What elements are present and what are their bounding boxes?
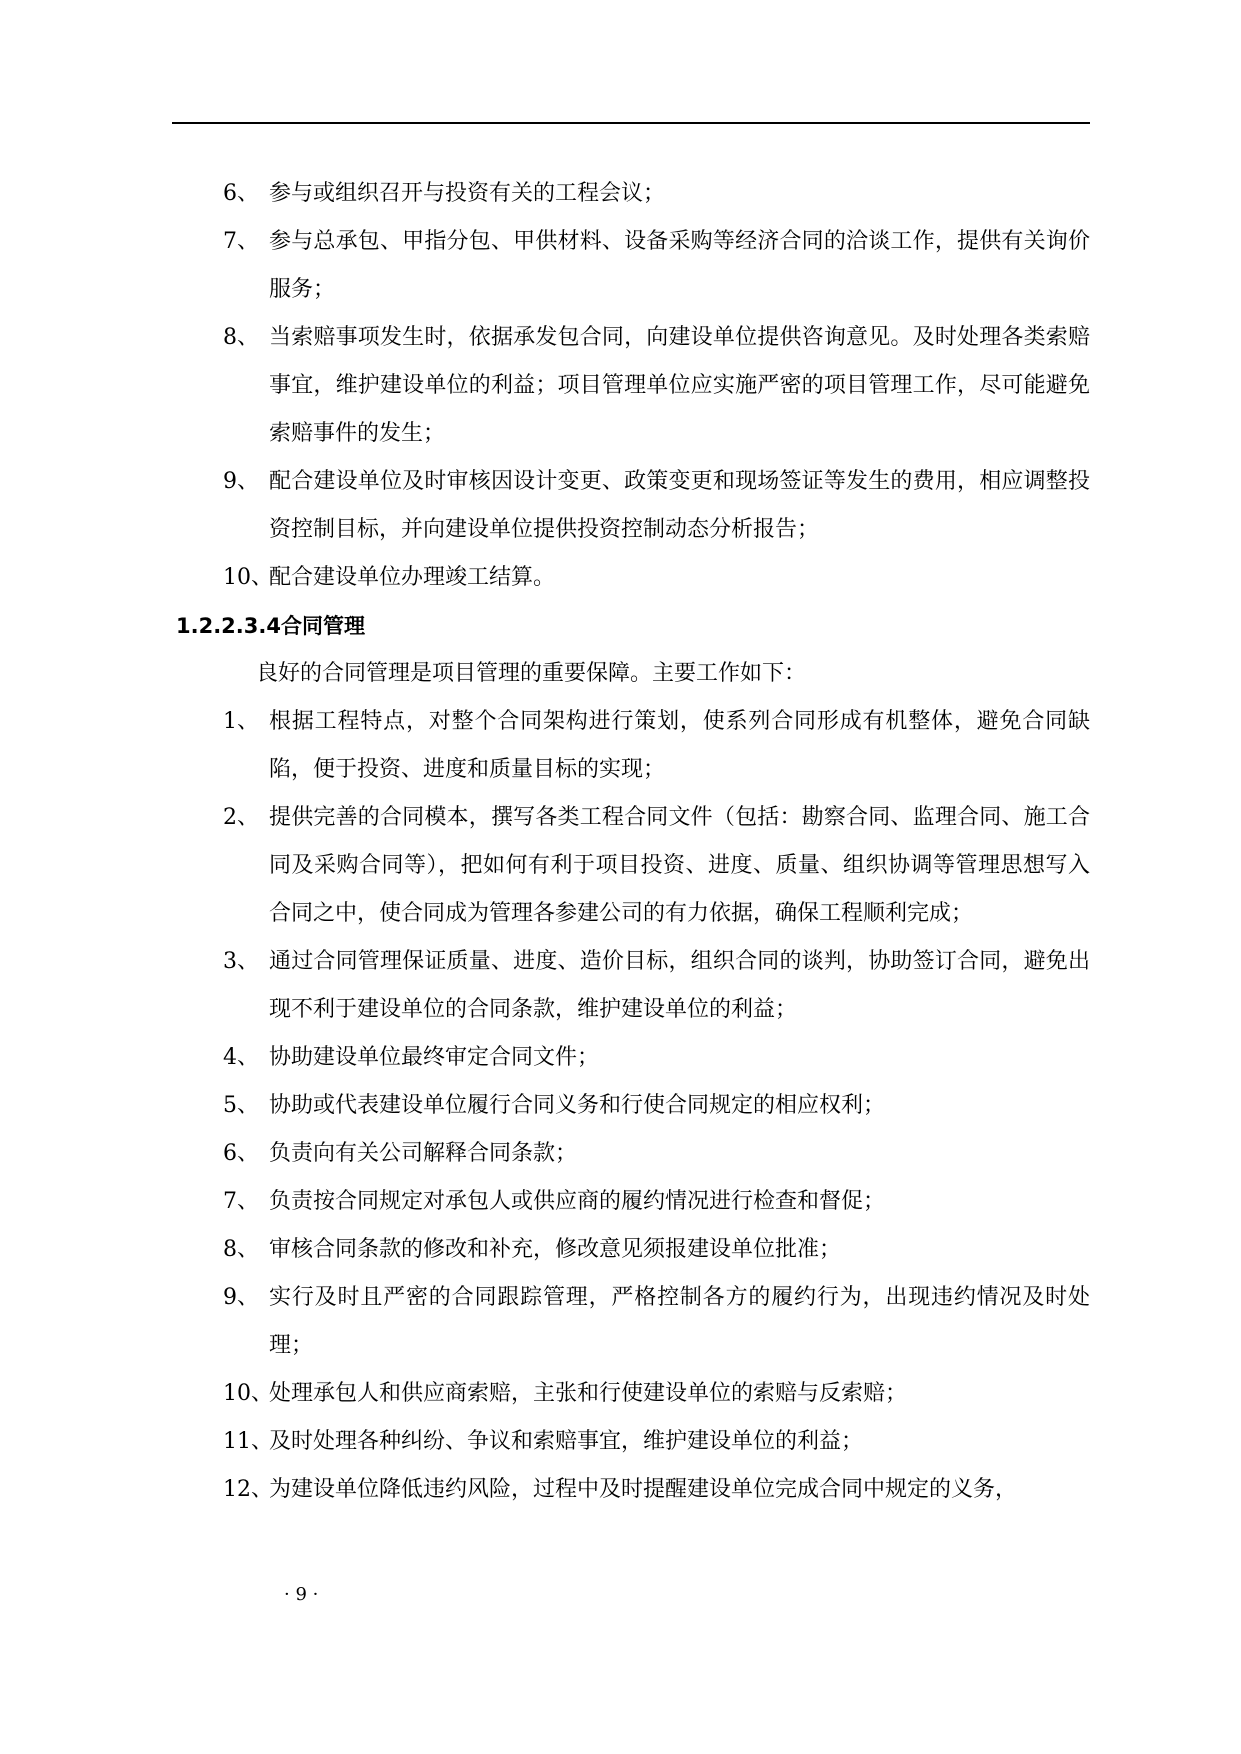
item-number: 5、 [223,1093,259,1118]
list-item [172,170,1090,218]
page-content [172,170,1090,1514]
item-text: 实行及时且严密的合同跟踪管理，严格控制各方的履约行为，出现违约情况及时处理； [269,1285,1090,1358]
list-item [172,554,1090,602]
list-item [172,1370,1090,1418]
item-number: 7、 [223,229,259,254]
item-text: 提供完善的合同模本，撰写各类工程合同文件（包括：勘察合同、监理合同、施工合同及采购合同等），把如何有利于项目投资、进度、质量、组织协调等管理思想写入合同之中，使合同成为管理各参建公司的有力依据，确保工程顺利完成； [269,805,1090,926]
item-text: 当索赔事项发生时，依据承发包合同，向建设单位提供咨询意见。及时处理各类索赔事宜，维护建设单位的利益；项目管理单位应实施严密的项目管理工作，尽可能避免索赔事件的发生； [269,325,1090,446]
item-number: 7、 [223,1189,259,1214]
list-item [172,218,1090,314]
list-item [172,1082,1090,1130]
list-b [172,698,1090,1514]
list-item [172,1274,1090,1370]
item-number: 11、 [223,1429,273,1454]
item-number: 10、 [223,1381,273,1406]
item-number: 9、 [223,1285,259,1310]
page-number: · 9 · [284,1584,319,1605]
item-number: 3、 [223,949,259,974]
list-item [172,698,1090,794]
list-item [172,1226,1090,1274]
item-text: 配合建设单位办理竣工结算。 [269,565,556,590]
item-text: 及时处理各种纠纷、争议和索赔事宜，维护建设单位的利益； [269,1429,864,1454]
item-number: 8、 [223,1237,259,1262]
item-number: 10、 [223,565,273,590]
item-text: 根据工程特点，对整个合同架构进行策划，使系列合同形成有机整体，避免合同缺陷，便于投资、进度和质量目标的实现； [269,709,1090,782]
item-text: 通过合同管理保证质量、进度、造价目标，组织合同的谈判，协助签订合同，避免出现不利于建设单位的合同条款，维护建设单位的利益； [269,949,1090,1022]
list-item [172,1418,1090,1466]
list-item [172,1034,1090,1082]
list-item [172,1178,1090,1226]
list-item [172,314,1090,458]
item-number: 8、 [223,325,259,350]
list-a [172,170,1090,602]
list-item [172,938,1090,1034]
item-text: 参与或组织召开与投资有关的工程会议； [269,181,666,206]
item-text: 审核合同条款的修改和补充，修改意见须报建设单位批准； [269,1237,842,1262]
item-number: 1、 [223,709,259,734]
item-text: 负责向有关公司解释合同条款； [269,1141,578,1166]
item-number: 12、 [223,1477,273,1502]
item-number: 9、 [223,469,259,494]
section-intro: 良好的合同管理是项目管理的重要保障。主要工作如下： [256,661,807,686]
section-heading: 1.2.2.3.4合同管理 [176,614,365,638]
item-number: 6、 [223,1141,259,1166]
item-number: 6、 [223,181,259,206]
item-text: 配合建设单位及时审核因设计变更、政策变更和现场签证等发生的费用，相应调整投资控制目标，并向建设单位提供投资控制动态分析报告； [269,469,1090,542]
list-item [172,1130,1090,1178]
list-item [172,794,1090,938]
item-text: 协助或代表建设单位履行合同义务和行使合同规定的相应权利； [269,1093,886,1118]
item-number: 2、 [223,805,259,830]
item-text: 参与总承包、甲指分包、甲供材料、设备采购等经济合同的洽谈工作，提供有关询价服务； [269,229,1090,302]
list-item [172,1466,1090,1514]
list-item [172,458,1090,554]
item-text: 负责按合同规定对承包人或供应商的履约情况进行检查和督促； [269,1189,886,1214]
header-rule [172,122,1090,124]
item-text: 为建设单位降低违约风险，过程中及时提醒建设单位完成合同中规定的义务， [269,1477,1018,1502]
item-text: 协助建设单位最终审定合同文件； [269,1045,600,1070]
item-number: 4、 [223,1045,259,1070]
item-text: 处理承包人和供应商索赔，主张和行使建设单位的索赔与反索赔； [269,1381,908,1406]
